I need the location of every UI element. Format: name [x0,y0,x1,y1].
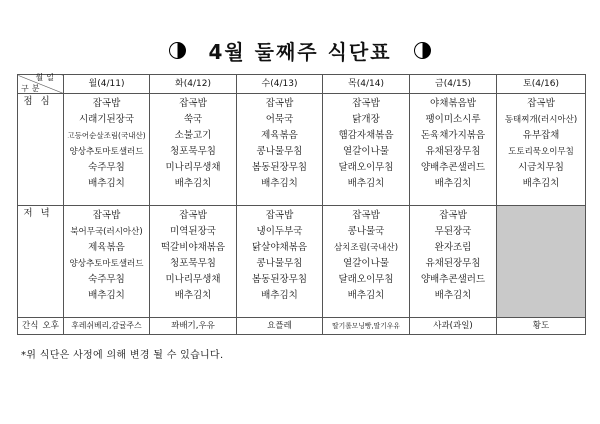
dish-item: 무된장국 [434,226,472,237]
dish-item: 유채된장무침 [425,258,481,269]
dish-item: 냉이두부국 [256,226,303,237]
snack-mon: 후레쉬베리,감귤주스 [64,318,150,335]
header-corner-cell [18,75,64,94]
lunch-row [18,94,586,206]
dinner-wed-dishes [237,206,322,304]
dish-item: 배추김치 [434,178,472,189]
dish-item: 닭살야채볶음 [251,242,308,253]
dish-item: 떡갈비야채볶음 [160,242,226,253]
dish-item: 북어무국(러시아산) [70,227,143,237]
lunch-fri-dishes [410,94,496,192]
snack-time-label: 오후 [42,321,59,331]
dish-item: 잡곡밥 [527,98,555,109]
dish-item: 제육볶음 [88,242,125,253]
day-header-tue: 화(4/12) [150,75,237,94]
dish-item: 어묵국 [265,114,294,125]
half-circle-icon-left [169,42,186,59]
day-header-mon: 월(4/11) [64,75,150,94]
dish-item: 동태찌개(러시아산) [504,115,578,125]
dish-item: 콩나물국 [347,226,385,237]
dish-item: 완자조림 [434,242,472,253]
dish-item: 배추김치 [347,290,385,301]
dish-item: 미역된장국 [170,226,216,237]
dish-item: 열갈이나물 [343,146,389,157]
dinner-tue-dishes [150,206,236,304]
notice-text: *위 식단은 사정에 의해 변경 될 수 있습니다. [21,350,224,361]
dish-item: 고등어순살조림(국내산) [67,131,146,140]
dish-item: 배추김치 [261,290,298,301]
dish-item: 잡곡밥 [352,210,380,221]
dish-item: 배추김치 [174,290,212,301]
dish-item: 미나리무생채 [165,162,221,173]
lunch-tue-dishes [150,94,236,192]
snack-label-cell [18,318,64,335]
dish-item: 콩나물무침 [256,258,303,269]
dish-item: 숙주무침 [88,162,125,173]
dish-item: 야채볶음밥 [430,98,476,109]
dish-item: 콩나물무침 [256,146,303,157]
dish-item: 달래오이무침 [338,162,394,173]
dish-item: 유부잡채 [522,130,560,141]
day-header-thu: 목(4/14) [323,75,410,94]
dish-item: 배추김치 [434,290,472,301]
snack-fri: 사과(과일) [410,318,497,335]
dish-item: 배추김치 [347,178,385,189]
dish-item: 시래기된장국 [78,114,135,125]
dish-item: 닭개장 [352,114,380,125]
day-header-sat: 토(4/16) [497,75,586,94]
header-row [18,75,586,94]
dinner-row [18,206,586,318]
dish-item: 햄감자채볶음 [338,130,394,141]
dish-item: 배추김치 [174,178,212,189]
dish-item: 유채된장무침 [425,146,481,157]
lunch-thu-dishes [323,94,409,192]
snack-wed: 요플레 [237,318,323,335]
corner-division-label: 구분 [21,84,43,93]
lunch-sat-dishes [497,94,585,192]
dish-item: 잡곡밥 [265,210,294,221]
dish-item: 제육볶음 [261,130,298,141]
dish-item: 잡곡밥 [179,98,207,109]
dish-item: 열갈이나물 [343,258,389,269]
dish-item: 배추김치 [88,290,125,301]
dish-item: 배추김치 [261,178,298,189]
dish-item: 양배추콘샐러드 [420,162,486,173]
snack-tue: 꽈배기,우유 [150,318,237,335]
dish-item: 돈육채가지볶음 [420,130,486,141]
corner-day-label: 월일 [35,73,57,82]
dish-item: 쑥국 [183,114,203,125]
page-title: 4월 둘째주 식단표 [208,39,392,64]
dinner-sat-empty-cell [497,206,586,318]
dish-item: 잡곡밥 [265,98,294,109]
dish-item: 양상추토마토샐러드 [69,259,144,269]
dish-item: 달래오이무침 [338,274,394,285]
lunch-label: 점심 [18,94,64,206]
dish-item: 청포묵무침 [170,146,216,157]
dish-item: 잡곡밥 [92,98,121,109]
snack-thu: 딸기롤모닝빵,딸기우유 [323,318,410,335]
dish-item: 숙주무침 [88,274,125,285]
dish-item: 잡곡밥 [92,210,121,221]
meal-menu-table [17,74,586,335]
dish-item: 양배추콘샐러드 [420,274,486,285]
dish-item: 도토리묵오이무침 [508,147,574,157]
dish-item: 배추김치 [88,178,125,189]
dish-item: 잡곡밥 [352,98,380,109]
snack-sat: 황도 [497,318,586,335]
dish-item: 팽이미소시루 [425,114,481,125]
dish-item: 소불고기 [174,130,212,141]
lunch-wed-dishes [237,94,322,192]
dish-item: 삼치조림(국내산) [333,243,399,253]
dish-item: 봄동된장무침 [251,162,308,173]
dish-item: 양상추토마토샐러드 [69,147,144,157]
dinner-fri-dishes [410,206,496,304]
half-circle-icon-right [414,42,431,59]
dish-item: 잡곡밥 [179,210,207,221]
dinner-label: 저녁 [18,206,64,318]
snack-row [18,318,586,335]
dish-item: 청포묵무침 [170,258,216,269]
page-title-bar [0,34,600,66]
dish-item: 봄동된장무침 [251,274,308,285]
snack-label: 간식 [22,321,39,331]
lunch-mon-dishes [64,94,149,192]
day-header-fri: 금(4/15) [410,75,497,94]
dinner-thu-dishes [323,206,409,304]
dish-item: 시금치무침 [518,162,564,173]
day-header-wed: 수(4/13) [237,75,323,94]
dish-item: 미나리무생채 [165,274,221,285]
dish-item: 잡곡밥 [439,210,467,221]
dish-item: 배추김치 [522,178,560,189]
dinner-mon-dishes [64,206,149,304]
